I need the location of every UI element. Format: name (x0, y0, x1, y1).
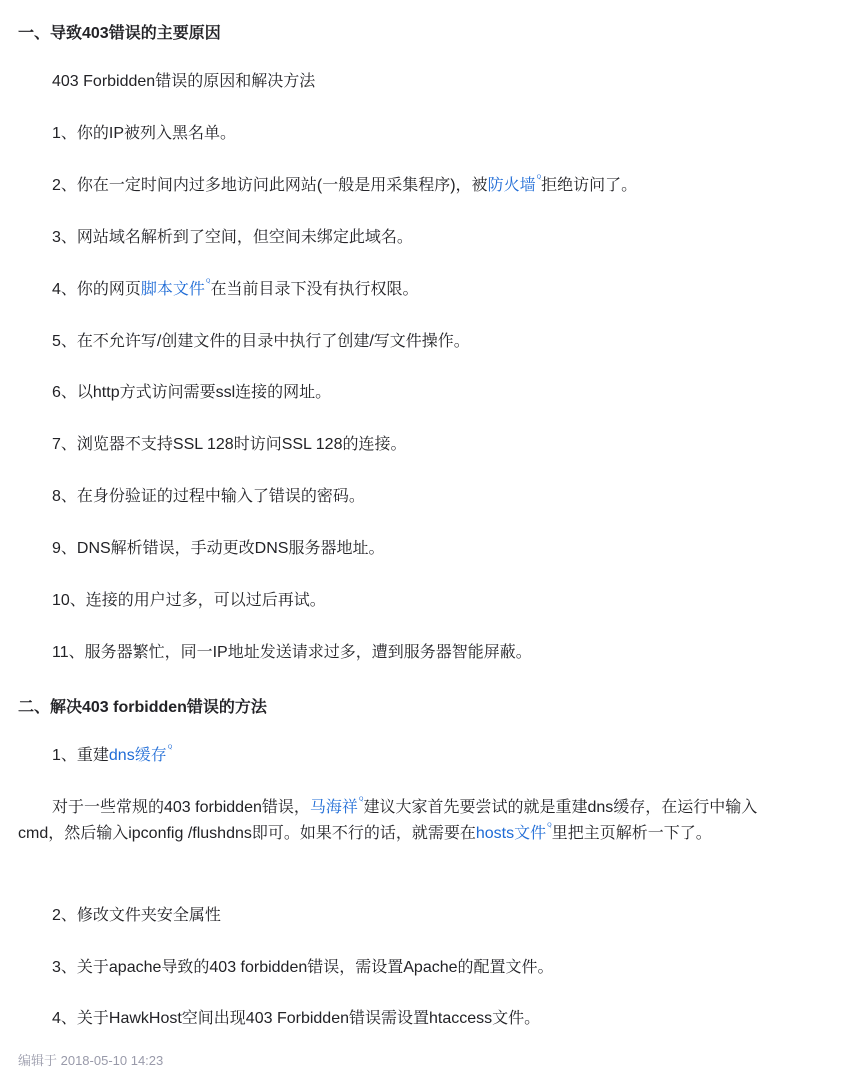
dns-cache-link[interactable]: dns缓存$^ꟴ$ (108, 743, 173, 764)
list-item: 4、关于HawkHost空间出现403 Forbidden错误需设置htaccess文件。 (52, 1010, 541, 1027)
list-item: 1、重建dns缓存$^ꟴ$ (52, 743, 173, 764)
section-heading-causes: 一、导致403错误的主要原因 (18, 25, 221, 42)
edit-timestamp: 编辑于 2018-05-10 14:23 (18, 1053, 164, 1068)
script-file-link[interactable]: 脚本文件$^ꟴ$ (140, 277, 211, 298)
list-item: 10、连接的用户过多，可以过后再试。 (52, 592, 326, 609)
intro-line: 403 Forbidden错误的原因和解决方法 (52, 73, 316, 90)
list-item: 2、你在一定时间内过多地访问此网站(一般是用采集程序)，被防火墙$^ꟴ$拒绝访问了。 (52, 173, 638, 194)
list-item: 5、在不允许写/创建文件的目录中执行了创建/写文件操作。 (52, 333, 470, 350)
hosts-file-link[interactable]: hosts文件$^ꟴ$ (475, 821, 552, 842)
solution-paragraph: 对于一些常规的403 forbidden错误，马海祥$^ꟴ$建议大家首先要尝试的就是重建dns缓存，在运行中输入cmd，然后输入ipconfig /flushdns即可。如果不行的话，就需要在hosts文件$^ꟴ$里把主页解析一下了。 (18, 795, 758, 842)
list-item: 1、你的IP被列入黑名单。 (52, 125, 237, 142)
search-icon: ꟴ (167, 743, 173, 753)
search-icon: ꟴ (536, 173, 542, 183)
list-item: 3、关于apache导致的403 forbidden错误，需设置Apache的配置文件。 (52, 959, 554, 976)
list-item: 3、网站域名解析到了空间，但空间未绑定此域名。 (52, 229, 413, 246)
section-heading-solutions: 二、解决403 forbidden错误的方法 (18, 699, 267, 716)
list-item: 6、以http方式访问需要ssl连接的网址。 (52, 384, 332, 401)
firewall-link[interactable]: 防火墙$^ꟴ$ (487, 173, 542, 194)
search-icon: ꟴ (205, 277, 211, 287)
list-item: 2、修改文件夹安全属性 (52, 907, 221, 924)
list-item: 9、DNS解析错误，手动更改DNS服务器地址。 (52, 540, 385, 557)
list-item: 4、你的网页脚本文件$^ꟴ$在当前目录下没有执行权限。 (52, 277, 419, 298)
list-item: 11、服务器繁忙，同一IP地址发送请求过多，遭到服务器智能屏蔽。 (52, 644, 532, 661)
list-item: 7、浏览器不支持SSL 128时访问SSL 128的连接。 (52, 436, 407, 453)
search-icon: ꟴ (547, 821, 552, 831)
list-item: 8、在身份验证的过程中输入了错误的密码。 (52, 488, 365, 505)
author-link[interactable]: 马海祥$^ꟴ$ (309, 795, 364, 816)
search-icon: ꟴ (358, 795, 364, 805)
